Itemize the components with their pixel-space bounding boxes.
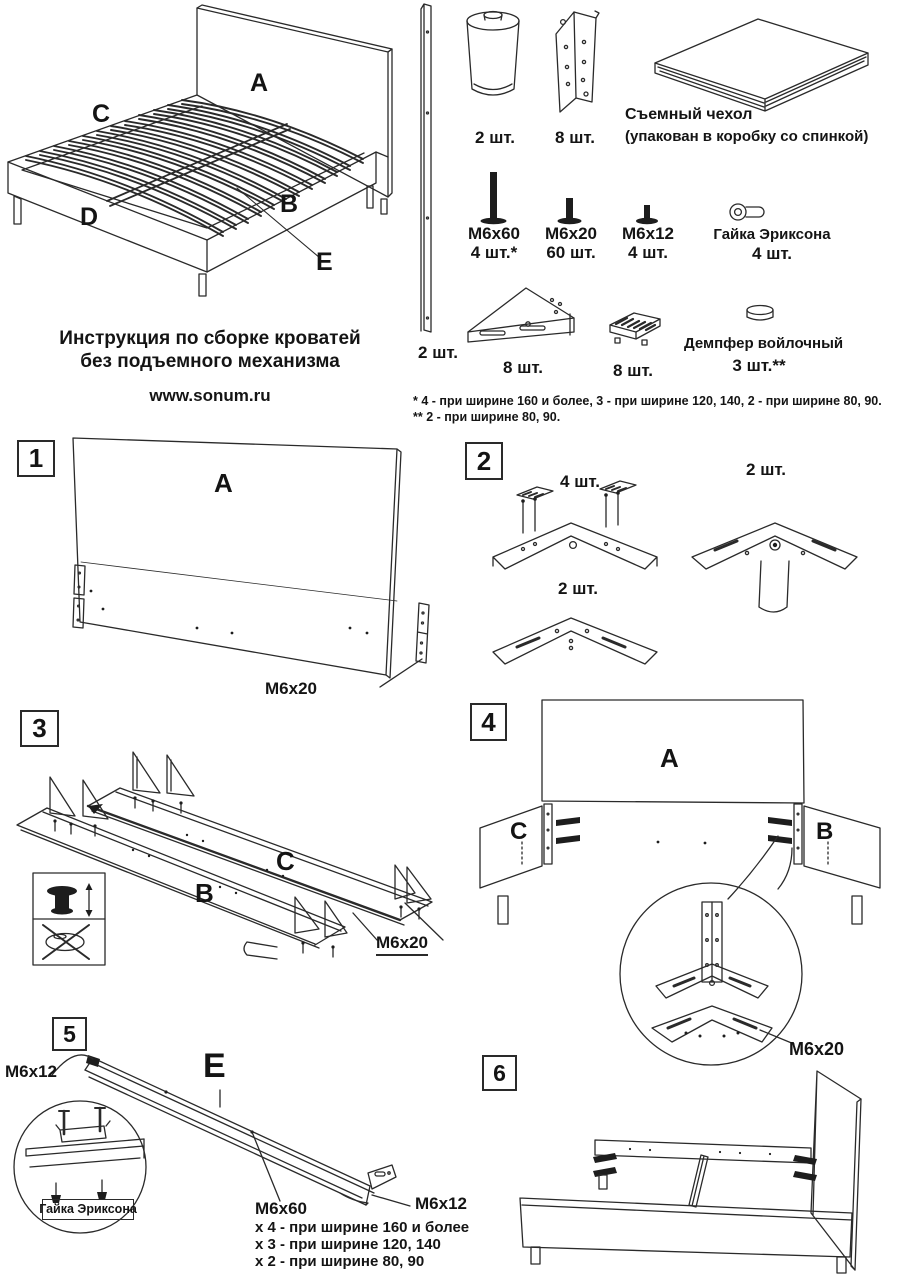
step-2-number: 2	[465, 442, 503, 480]
cover-title: Съемный чехол	[625, 106, 753, 123]
step-4-frame-illustration	[460, 690, 900, 1082]
part-corner-angle	[546, 2, 604, 114]
step-4-label-b: B	[816, 818, 834, 845]
doc-title-line2: без подъемного механизма	[80, 351, 340, 372]
part-slat-pad	[600, 305, 666, 347]
leg-qty: 2 шт.	[475, 128, 515, 147]
step-5-nut-label: Гайка Эриксона	[42, 1199, 134, 1220]
doc-title-line1: Инструкция по сборке кроватей	[59, 328, 361, 349]
footnote-1: * 4 - при ширине 160 и более, 3 - при ширине 120, 140, 2 - при ширине 80, 90.	[413, 394, 882, 408]
erikson-label: Гайка Эриксона	[713, 226, 831, 243]
pad-qty: 8 шт.	[613, 361, 653, 380]
step-5-option-2: x 3 - при ширине 120, 140	[255, 1236, 441, 1253]
overview-label-c: C	[92, 100, 111, 128]
step-5-screw-right-label: M6x12	[415, 1194, 467, 1213]
step-5-number: 5	[52, 1017, 87, 1051]
part-cylinder-leg	[462, 5, 524, 105]
step-4-screw-label: M6x20	[789, 1039, 845, 1059]
erikson-qty: 4 шт.	[752, 244, 792, 263]
m6x12-qty: 4 шт.	[628, 243, 668, 262]
m6x60-label: M6x60	[468, 224, 520, 243]
step-2-plates-illustration	[465, 435, 900, 690]
bracket-qty: 8 шт.	[503, 358, 543, 377]
overview-label-a: A	[250, 69, 269, 97]
step-2-qty-plate: 2 шт.	[558, 579, 598, 598]
step-1-number: 1	[17, 440, 55, 477]
m6x20-label: M6x20	[545, 224, 597, 243]
website-text: www.sonum.ru	[149, 386, 271, 405]
step-6-number: 6	[482, 1055, 517, 1091]
step-4-number: 4	[470, 703, 507, 741]
step-3-number: 3	[20, 710, 59, 747]
overview-label-b: B	[280, 190, 299, 218]
step-5-label-e: E	[203, 1047, 226, 1085]
step-4-label-c: C	[510, 818, 528, 845]
part-cover	[640, 5, 880, 115]
strip-qty: 2 шт.	[418, 343, 458, 362]
step-5-screw-left-label: M6x12	[5, 1062, 57, 1081]
angle-qty: 8 шт.	[555, 128, 595, 147]
cover-note: (упакован в коробку со спинкой)	[625, 128, 869, 145]
damper-qty: 3 шт.**	[732, 356, 786, 375]
step-2-qty-pads: 4 шт.	[560, 472, 600, 491]
step-1-headboard-illustration	[55, 432, 467, 704]
overview-bed-illustration	[0, 0, 420, 300]
step-5-screw-main-label: M6x60	[255, 1199, 307, 1218]
step-3-label-c: C	[276, 846, 295, 876]
m6x60-qty: 4 шт.*	[470, 243, 518, 262]
step-5-option-1: x 4 - при ширине 160 и более	[255, 1219, 470, 1236]
part-felt-damper	[740, 302, 780, 328]
step-1-label-a: A	[214, 468, 233, 498]
step-3-screw-label: M6x20	[376, 934, 428, 956]
m6x12-label: M6x12	[622, 224, 674, 243]
overview-label-d: D	[80, 203, 99, 231]
step-2-qty-leg: 2 шт.	[746, 460, 786, 479]
step-1-screw-label: M6x20	[265, 679, 317, 698]
part-metal-strip	[415, 0, 441, 340]
step-3-rails-illustration	[15, 695, 460, 1017]
step-4-label-a: A	[660, 743, 679, 773]
part-screws-row	[460, 165, 790, 227]
m6x20-qty: 60 шт.	[546, 243, 596, 262]
footnote-2: ** 2 - при ширине 80, 90.	[413, 410, 561, 424]
step-6-assembled-illustration	[465, 1045, 900, 1280]
part-corner-bracket	[462, 280, 582, 348]
damper-label: Демпфер войлочный	[684, 335, 844, 352]
step-5-option-3: x 2 - при ширине 80, 90	[255, 1253, 425, 1270]
step-3-label-b: B	[195, 878, 214, 908]
overview-label-e: E	[316, 248, 333, 276]
step-5-screw-main-block	[255, 1200, 469, 1270]
